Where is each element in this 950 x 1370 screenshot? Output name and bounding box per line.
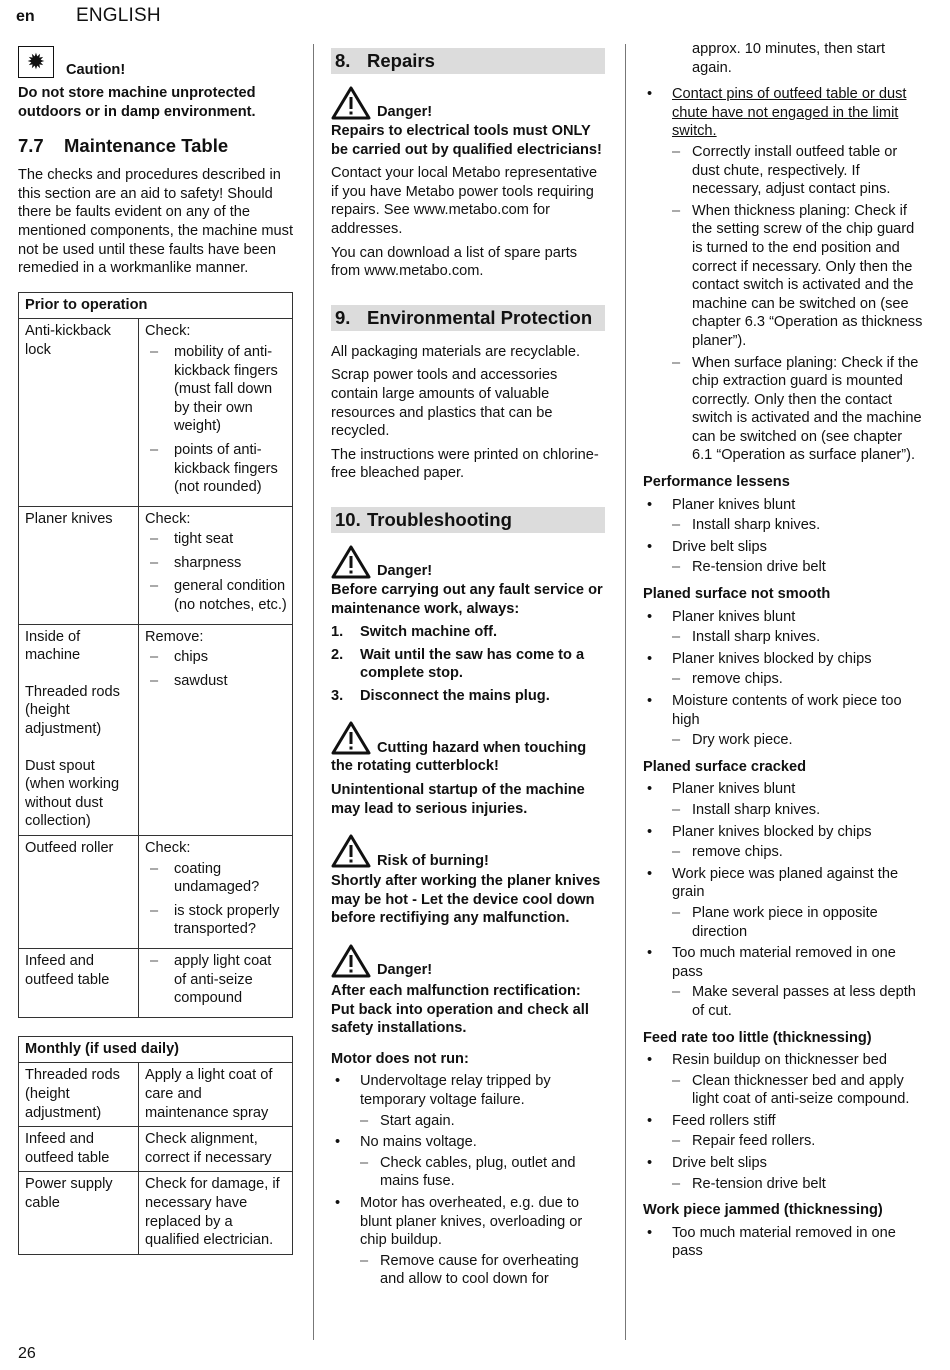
list-item: – Correctly install outfeed table or dust chute, respectively. If necessary, adjust contact pins. <box>672 143 923 199</box>
paragraph: approx. 10 minutes, then start again. <box>692 41 886 76</box>
list-item: – When thickness planing: Check if the setting screw of the chip guard is turned to the end position and correct if necessary. Only then the contact switch is activated and the machine can be switched on (see chapter 6.3 “Operation as thickness planer”). <box>672 202 923 351</box>
list-item: – Remove cause for overheating and allow to cool down for <box>360 1252 605 1289</box>
list-item: • Moisture contents of work piece too high – Dry work piece. <box>643 692 923 750</box>
column-divider <box>625 44 626 1340</box>
list-item: 2. Wait until the saw has come to a complete stop. <box>331 646 585 682</box>
page-number: 26 <box>18 1345 36 1362</box>
danger-notice: Danger! <box>331 86 605 120</box>
list-item: • Feed rollers stiff – Repair feed rollers. <box>643 1112 923 1151</box>
repairs-contact: Contact your local Metabo representative if you have Metabo power tools requiring repairs. See www.metabo.com for addresses. <box>331 165 598 237</box>
list-item: • Planer knives blunt – Install sharp knives. <box>643 780 923 819</box>
paragraph: After each malfunction rectification: Put back into operation and check all safety installations. <box>331 983 589 1037</box>
cause-list <box>643 780 923 1020</box>
list-item: – general condition (no notches, etc.) <box>145 577 287 614</box>
column-1 <box>18 44 294 1273</box>
paragraph: Unintentional startup of the machine may lead to serious injuries. <box>331 782 585 817</box>
troubleshooting-groups <box>643 473 923 1261</box>
list-item: – Make several passes at less depth of cut. <box>672 983 923 1020</box>
table-row: Outfeed roller Check: – coating undamaged? – is stock properly transported? <box>19 836 293 949</box>
list-item: • Too much material removed in one pass <box>643 1224 923 1261</box>
list-item: – Re-tension drive belt <box>672 1175 923 1194</box>
list-item: • Drive belt slips – Re-tension drive belt <box>643 538 923 577</box>
list-item: – points of anti-kickback fingers (not rounded) <box>145 441 287 497</box>
subheading: Planed surface not smooth <box>643 586 831 603</box>
list-item: • Work piece was planed against the grain – Plane work piece in opposite direction <box>643 865 923 941</box>
list-item: • Contact pins of outfeed table or dust chute have not engaged in the limit switch. – Correctly install outfeed table or dust chute, respectively. If necessary, adjust contact pins. – When thickness planing: Check if the setting screw of the chip guard is turned to the end position and correct if necessary. Only then the contact switch is activated and the machine can be switched on (see chapter 6.3 “Operation as thickness planer”). – When surface planing: Check if the chip extraction guard is mounted correctly. Only then the contact switch is activated and the machine can be switched on (see chapter 6.1 “Operation as surface planer”). <box>643 85 923 465</box>
cutting-hazard-notice: Cutting hazard when touching <box>331 721 605 755</box>
repairs-spare-parts: You can download a list of spare parts from www.metabo.com. <box>331 244 578 280</box>
list-item: – is stock properly transported? <box>145 902 287 939</box>
language-code: en <box>16 8 35 25</box>
maintenance-table-monthly <box>18 1036 293 1255</box>
subheading: Performance lessens <box>643 474 790 491</box>
list-item: – Check cables, plug, outlet and mains fuse. <box>360 1154 605 1191</box>
list-item: – sawdust <box>145 672 287 691</box>
list-item: 1. Switch machine off. <box>331 624 498 641</box>
warning-triangle-icon <box>331 834 371 868</box>
list-item: – Clean thicknesser bed and apply light coat of anti-seize compound. <box>672 1072 923 1109</box>
cause-list <box>643 496 923 577</box>
list-item: • Too much material removed in one pass – Make several passes at less depth of cut. <box>643 944 923 1020</box>
list-item: • Planer knives blunt – Install sharp knives. <box>643 608 923 647</box>
list-item: – Install sharp knives. <box>672 516 923 535</box>
list-item: – Repair feed rollers. <box>672 1132 923 1151</box>
contact-pins-list <box>643 85 923 465</box>
caution-label: Caution! <box>66 62 126 79</box>
burn-notice: Risk of burning! <box>331 834 605 868</box>
steps-list <box>331 623 605 705</box>
danger-notice: Danger! <box>331 545 605 579</box>
cause-list <box>643 608 923 750</box>
list-item: – sharpness <box>145 554 287 573</box>
subheading: Planed surface cracked <box>643 758 807 775</box>
column-divider <box>313 44 314 1340</box>
warning-triangle-icon <box>331 944 371 978</box>
list-item: – Plane work piece in opposite direction <box>672 904 923 941</box>
warning-triangle-icon <box>331 545 371 579</box>
list-item: • Resin buildup on thicknesser bed – Clean thicknesser bed and apply light coat of anti-seize compound. <box>643 1051 923 1109</box>
list-item: – Start again. <box>360 1112 605 1131</box>
table-header: Monthly (if used daily) <box>19 1036 293 1063</box>
section-heading-troubleshooting: 10. Troubleshooting <box>331 507 605 533</box>
list-item: 3. Disconnect the mains plug. <box>331 687 550 704</box>
table-row: Anti-kickback lock Check: – mobility of anti-kickback fingers (must fall down by their own weight) – points of anti-kickback fingers (not rounded) <box>19 319 293 506</box>
caution-text: Do not store machine unprotected outdoors or in damp environment. <box>18 85 256 120</box>
list-item: • Drive belt slips – Re-tension drive belt <box>643 1154 923 1193</box>
subheading: Motor does not run: <box>331 1050 469 1067</box>
paragraph: Shortly after working the planer knives may be hot - Let the device cool down before rectifiying any malfunction. <box>331 873 601 927</box>
caution-icon: ✹ <box>18 46 54 78</box>
list-item: – coating undamaged? <box>145 860 287 897</box>
list-item: – Dry work piece. <box>672 731 923 750</box>
list-item: – remove chips. <box>672 843 923 862</box>
list-item: • Planer knives blunt – Install sharp knives. <box>643 496 923 535</box>
section-intro: The checks and procedures described in this section are an aid to safety! Should there be faults evident on any of the mentioned components, the machine must not be used until these faults have been remedied in a workmanlike manner. <box>18 167 294 277</box>
table-row: Power supply cable Check for damage, if necessary have replaced by a qualified electrician. <box>19 1172 293 1254</box>
maintenance-table-prior <box>18 292 293 1018</box>
section-heading-repairs: 8. Repairs <box>331 48 605 74</box>
list-item: – Install sharp knives. <box>672 801 923 820</box>
cause-list <box>643 1051 923 1193</box>
list-item: – Install sharp knives. <box>672 628 923 647</box>
column-3 <box>643 40 923 1264</box>
column-2 <box>331 44 605 1292</box>
list-item: – chips <box>145 648 287 667</box>
subheading: Feed rate too little (thicknessing) <box>643 1029 872 1046</box>
list-item: • Undervoltage relay tripped by temporary voltage failure. – Start again. <box>331 1072 605 1130</box>
paragraph: Before carrying out any fault service or maintenance work, always: <box>331 581 603 617</box>
danger-notice: Danger! <box>331 944 605 978</box>
paragraph: The instructions were printed on chlorine-free bleached paper. <box>331 446 599 482</box>
table-row: Infeed and outfeed table Check alignment, correct if necessary <box>19 1127 293 1172</box>
paragraph: All packaging materials are recyclable. <box>331 343 581 360</box>
language-title: ENGLISH <box>76 5 161 26</box>
list-item: • Planer knives blocked by chips – remove chips. <box>643 823 923 862</box>
section-heading: 7.7 Maintenance Table <box>18 135 229 157</box>
table-row: Inside of machine Threaded rods (height adjustment) Dust spout (when working without dust collection) Remove: – chips – sawdust <box>19 624 293 835</box>
list-item: – Re-tension drive belt <box>672 558 923 577</box>
list-item: – remove chips. <box>672 670 923 689</box>
list-item: – tight seat <box>145 530 287 549</box>
list-item: • Motor has overheated, e.g. due to blunt planer knives, overloading or chip buildup. – Remove cause for overheating and allow to cool down for <box>331 1194 605 1289</box>
table-row: Infeed and outfeed table – apply light coat of anti-seize compound <box>19 948 293 1017</box>
list-item: – When surface planing: Check if the chip extraction guard is mounted correctly. Only then the contact switch is activated and the machine can be switched on (see chapter 6.1 “Operation as surface planer”). <box>672 354 923 466</box>
motor-items-list <box>331 1072 605 1289</box>
table-row: Threaded rods (height adjustment) Apply a light coat of care and maintenance spray <box>19 1063 293 1127</box>
table-row: Planer knives Check: – tight seat – sharpness – general condition (no notches, etc.) <box>19 506 293 624</box>
subheading: Work piece jammed (thicknessing) <box>643 1202 883 1219</box>
section-heading-environmental: 9. Environmental Protection <box>331 305 605 331</box>
warning-triangle-icon <box>331 86 371 120</box>
cause-list <box>643 1224 923 1261</box>
paragraph: Scrap power tools and accessories contain large amounts of valuable resources and plastics that can be recycled. <box>331 367 558 440</box>
list-item: • Planer knives blocked by chips – remove chips. <box>643 650 923 689</box>
list-item: – apply light coat of anti-seize compound <box>145 952 287 1008</box>
caution-notice <box>18 46 294 78</box>
table-header: Prior to operation <box>19 292 293 319</box>
repairs-warning: Repairs to electrical tools must ONLY be carried out by qualified electricians! <box>331 123 602 158</box>
list-item: • No mains voltage. – Check cables, plug, outlet and mains fuse. <box>331 1133 605 1191</box>
warning-triangle-icon <box>331 721 371 755</box>
paragraph: the rotating cutterblock! <box>331 758 499 775</box>
list-item: – mobility of anti-kickback fingers (must fall down by their own weight) <box>145 343 287 436</box>
